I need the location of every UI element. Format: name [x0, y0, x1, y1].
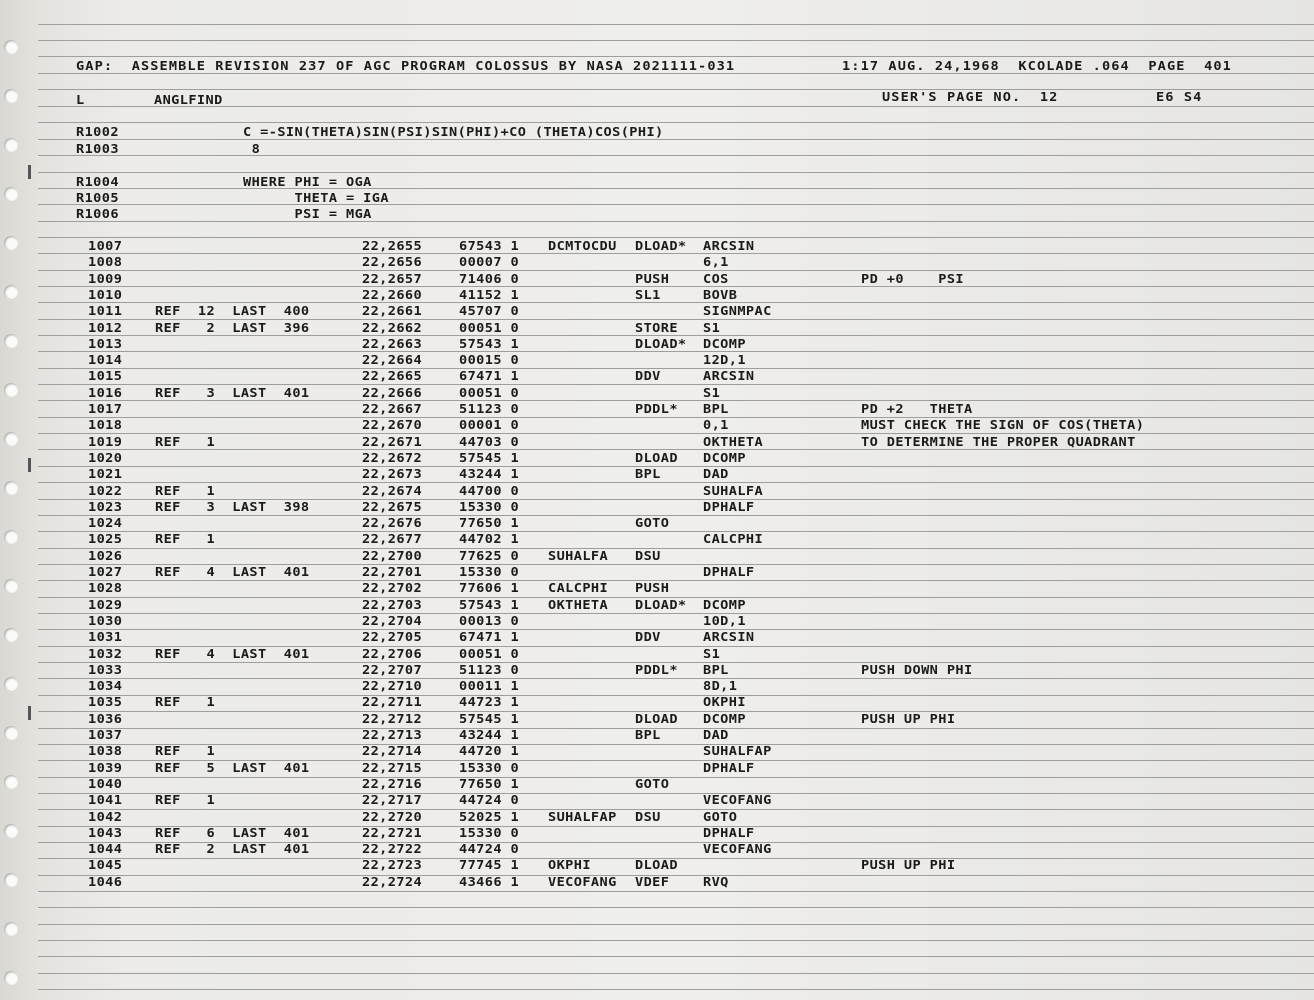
memory-address: 22,2705 — [362, 630, 423, 645]
line-number: 1017 — [88, 402, 123, 417]
header-date-page: 1:17 AUG. 24,1968 KCOLADE .064 PAGE 401 — [842, 59, 1232, 74]
memory-address: 22,2717 — [362, 793, 423, 808]
ref-info: REF 2 LAST 401 — [155, 842, 310, 857]
tractor-hole — [4, 824, 18, 838]
memory-address: 22,2673 — [362, 467, 423, 482]
margin-mark — [28, 458, 31, 472]
memory-address: 22,2715 — [362, 761, 423, 776]
octal-word: 57545 1 — [459, 451, 520, 466]
memory-address: 22,2724 — [362, 875, 423, 890]
octal-word: 57543 1 — [459, 337, 520, 352]
memory-address: 22,2667 — [362, 402, 423, 417]
opcode: DDV — [635, 630, 661, 645]
operand: DAD — [703, 728, 729, 743]
tractor-hole — [4, 432, 18, 446]
octal-word: 43244 1 — [459, 467, 520, 482]
line-number: 1037 — [88, 728, 123, 743]
operand: DPHALF — [703, 565, 755, 580]
operand: ARCSIN — [703, 630, 755, 645]
line-number: 1046 — [88, 875, 123, 890]
operand: BPL — [703, 402, 729, 417]
memory-address: 22,2701 — [362, 565, 423, 580]
opcode: DDV — [635, 369, 661, 384]
operand: 0,1 — [703, 418, 729, 433]
line-number: 1035 — [88, 695, 123, 710]
memory-address: 22,2711 — [362, 695, 423, 710]
line-number: 1044 — [88, 842, 123, 857]
line-number: 1026 — [88, 549, 123, 564]
operand: COS — [703, 272, 729, 287]
octal-word: 44724 0 — [459, 793, 520, 808]
line-number: 1045 — [88, 858, 123, 873]
octal-word: 15330 0 — [459, 761, 520, 776]
opcode: PUSH — [635, 272, 670, 287]
memory-address: 22,2716 — [362, 777, 423, 792]
comment-text: PD +0 PSI — [861, 272, 965, 287]
tractor-hole — [4, 334, 18, 348]
line-number: 1018 — [88, 418, 123, 433]
operand: ARCSIN — [703, 239, 755, 254]
line-number: 1042 — [88, 810, 123, 825]
remark-text: PSI = MGA — [243, 207, 372, 222]
line-number: 1011 — [88, 304, 123, 319]
line-number: 1040 — [88, 777, 123, 792]
memory-address: 22,2704 — [362, 614, 423, 629]
opcode: BPL — [635, 467, 661, 482]
octal-word: 15330 0 — [459, 826, 520, 841]
line-number: 1020 — [88, 451, 123, 466]
remark-text: WHERE PHI = OGA — [243, 175, 372, 190]
octal-word: 44723 1 — [459, 695, 520, 710]
memory-address: 22,2660 — [362, 288, 423, 303]
opcode: GOTO — [635, 777, 670, 792]
operand: DAD — [703, 467, 729, 482]
operand: DCOMP — [703, 712, 746, 727]
opcode: DLOAD — [635, 712, 678, 727]
memory-address: 22,2710 — [362, 679, 423, 694]
ref-info: REF 6 LAST 401 — [155, 826, 310, 841]
comment-text: PUSH DOWN PHI — [861, 663, 973, 678]
memory-address: 22,2707 — [362, 663, 423, 678]
tractor-hole — [4, 89, 18, 103]
line-number: 1034 — [88, 679, 123, 694]
line-number: 1028 — [88, 581, 123, 596]
memory-address: 22,2723 — [362, 858, 423, 873]
comment-text: MUST CHECK THE SIGN OF COS(THETA) — [861, 418, 1145, 433]
octal-word: 57543 1 — [459, 598, 520, 613]
ref-info: REF 1 — [155, 484, 216, 499]
memory-address: 22,2721 — [362, 826, 423, 841]
memory-address: 22,2702 — [362, 581, 423, 596]
tractor-hole — [4, 187, 18, 201]
remark-text: 8 — [243, 142, 261, 157]
line-number: 1019 — [88, 435, 123, 450]
tractor-hole — [4, 579, 18, 593]
operand: GOTO — [703, 810, 738, 825]
line-number: 1039 — [88, 761, 123, 776]
ref-info: REF 4 LAST 401 — [155, 565, 310, 580]
octal-word: 00051 0 — [459, 647, 520, 662]
octal-word: 77625 0 — [459, 549, 520, 564]
line-number: 1029 — [88, 598, 123, 613]
operand: DPHALF — [703, 761, 755, 776]
line-number: 1036 — [88, 712, 123, 727]
operand: 12D,1 — [703, 353, 746, 368]
memory-address: 22,2703 — [362, 598, 423, 613]
memory-address: 22,2657 — [362, 272, 423, 287]
octal-word: 15330 0 — [459, 565, 520, 580]
memory-address: 22,2713 — [362, 728, 423, 743]
comment-text: PD +2 THETA — [861, 402, 973, 417]
ref-info: REF 3 LAST 398 — [155, 500, 310, 515]
opcode: PDDL* — [635, 402, 678, 417]
octal-word: 43244 1 — [459, 728, 520, 743]
memory-address: 22,2722 — [362, 842, 423, 857]
tractor-hole — [4, 726, 18, 740]
octal-word: 67471 1 — [459, 630, 520, 645]
memory-address: 22,2670 — [362, 418, 423, 433]
remark-number: R1006 — [76, 207, 119, 222]
octal-word: 44702 1 — [459, 532, 520, 547]
memory-address: 22,2677 — [362, 532, 423, 547]
tractor-hole — [4, 628, 18, 642]
tractor-hole — [4, 481, 18, 495]
remark-number: R1002 — [76, 125, 119, 140]
ref-info: REF 2 LAST 396 — [155, 321, 310, 336]
octal-word: 44720 1 — [459, 744, 520, 759]
symbol-label: VECOFANG — [548, 875, 617, 890]
remark-text: C =-SIN(THETA)SIN(PSI)SIN(PHI)+CO (THETA)COS(PHI) — [243, 125, 664, 140]
tractor-hole — [4, 236, 18, 250]
operand: ARCSIN — [703, 369, 755, 384]
line-number: 1033 — [88, 663, 123, 678]
octal-word: 52025 1 — [459, 810, 520, 825]
ref-info: REF 3 LAST 401 — [155, 386, 310, 401]
ref-info: REF 1 — [155, 695, 216, 710]
octal-word: 43466 1 — [459, 875, 520, 890]
octal-word: 15330 0 — [459, 500, 520, 515]
memory-address: 22,2662 — [362, 321, 423, 336]
operand: 10D,1 — [703, 614, 746, 629]
symbol-label: SUHALFA — [548, 549, 609, 564]
opcode: DLOAD* — [635, 598, 687, 613]
remark-text: THETA = IGA — [243, 191, 389, 206]
tractor-hole — [4, 922, 18, 936]
octal-word: 67471 1 — [459, 369, 520, 384]
opcode: DLOAD — [635, 858, 678, 873]
operand: 6,1 — [703, 255, 729, 270]
opcode: VDEF — [635, 875, 670, 890]
memory-address: 22,2664 — [362, 353, 423, 368]
memory-address: 22,2676 — [362, 516, 423, 531]
memory-address: 22,2655 — [362, 239, 423, 254]
margin-mark — [28, 165, 31, 179]
octal-word: 00001 0 — [459, 418, 520, 433]
operand: SUHALFAP — [703, 744, 772, 759]
ref-info: REF 1 — [155, 744, 216, 759]
memory-address: 22,2714 — [362, 744, 423, 759]
line-number: 1009 — [88, 272, 123, 287]
operand: DPHALF — [703, 500, 755, 515]
section-name: ANGLFIND — [154, 93, 223, 108]
octal-word: 45707 0 — [459, 304, 520, 319]
octal-word: 00015 0 — [459, 353, 520, 368]
opcode: DLOAD — [635, 451, 678, 466]
line-number: 1007 — [88, 239, 123, 254]
ref-info: REF 5 LAST 401 — [155, 761, 310, 776]
opcode: STORE — [635, 321, 678, 336]
comment-text: TO DETERMINE THE PROPER QUADRANT — [861, 435, 1136, 450]
ref-info: REF 1 — [155, 532, 216, 547]
tractor-hole — [4, 775, 18, 789]
margin-mark — [28, 706, 31, 720]
operand: RVQ — [703, 875, 729, 890]
memory-address: 22,2674 — [362, 484, 423, 499]
memory-address: 22,2671 — [362, 435, 423, 450]
ref-info: REF 1 — [155, 435, 216, 450]
operand: BPL — [703, 663, 729, 678]
line-number: 1030 — [88, 614, 123, 629]
octal-word: 00011 1 — [459, 679, 520, 694]
octal-word: 41152 1 — [459, 288, 520, 303]
octal-word: 00013 0 — [459, 614, 520, 629]
octal-word: 57545 1 — [459, 712, 520, 727]
line-number: 1041 — [88, 793, 123, 808]
operand: CALCPHI — [703, 532, 764, 547]
tractor-hole — [4, 677, 18, 691]
symbol-label: DCMTOCDU — [548, 239, 617, 254]
opcode: PDDL* — [635, 663, 678, 678]
octal-word: 00007 0 — [459, 255, 520, 270]
line-number: 1016 — [88, 386, 123, 401]
octal-word: 44700 0 — [459, 484, 520, 499]
octal-word: 44703 0 — [459, 435, 520, 450]
memory-address: 22,2665 — [362, 369, 423, 384]
operand: OKPHI — [703, 695, 746, 710]
tractor-hole — [4, 971, 18, 985]
symbol-label: OKPHI — [548, 858, 591, 873]
memory-address: 22,2663 — [362, 337, 423, 352]
operand: OKTHETA — [703, 435, 764, 450]
operand: DCOMP — [703, 337, 746, 352]
line-number: 1031 — [88, 630, 123, 645]
opcode: SL1 — [635, 288, 661, 303]
symbol-label: OKTHETA — [548, 598, 609, 613]
memory-address: 22,2656 — [362, 255, 423, 270]
line-number: 1022 — [88, 484, 123, 499]
octal-word: 51123 0 — [459, 402, 520, 417]
memory-address: 22,2700 — [362, 549, 423, 564]
operand: S1 — [703, 647, 721, 662]
octal-word: 77650 1 — [459, 777, 520, 792]
remark-number: R1005 — [76, 191, 119, 206]
line-number: 1013 — [88, 337, 123, 352]
memory-address: 22,2672 — [362, 451, 423, 466]
line-number: 1027 — [88, 565, 123, 580]
tractor-hole — [4, 285, 18, 299]
operand: DPHALF — [703, 826, 755, 841]
tractor-hole — [4, 40, 18, 54]
ref-info: REF 4 LAST 401 — [155, 647, 310, 662]
operand: SUHALFA — [703, 484, 764, 499]
line-number: 1032 — [88, 647, 123, 662]
line-number: 1012 — [88, 321, 123, 336]
operand: DCOMP — [703, 598, 746, 613]
symbol-label: CALCPHI — [548, 581, 609, 596]
ref-info: REF 12 LAST 400 — [155, 304, 310, 319]
opcode: DSU — [635, 549, 661, 564]
line-number: 1023 — [88, 500, 123, 515]
operand: S1 — [703, 386, 721, 401]
tractor-hole — [4, 530, 18, 544]
memory-address: 22,2666 — [362, 386, 423, 401]
octal-word: 51123 0 — [459, 663, 520, 678]
operand: SIGNMPAC — [703, 304, 772, 319]
line-number: 1024 — [88, 516, 123, 531]
operand: VECOFANG — [703, 842, 772, 857]
operand: BOVB — [703, 288, 738, 303]
ref-info: REF 1 — [155, 793, 216, 808]
line-number: 1038 — [88, 744, 123, 759]
opcode: PUSH — [635, 581, 670, 596]
line-number: 1025 — [88, 532, 123, 547]
operand: DCOMP — [703, 451, 746, 466]
memory-address: 22,2706 — [362, 647, 423, 662]
line-number: 1014 — [88, 353, 123, 368]
symbol-label: SUHALFAP — [548, 810, 617, 825]
octal-word: 67543 1 — [459, 239, 520, 254]
operand: S1 — [703, 321, 721, 336]
comment-text: PUSH UP PHI — [861, 712, 956, 727]
line-number: 1015 — [88, 369, 123, 384]
opcode: GOTO — [635, 516, 670, 531]
octal-word: 71406 0 — [459, 272, 520, 287]
operand: VECOFANG — [703, 793, 772, 808]
line-number: 1010 — [88, 288, 123, 303]
memory-address: 22,2661 — [362, 304, 423, 319]
memory-address: 22,2712 — [362, 712, 423, 727]
remark-number: R1003 — [76, 142, 119, 157]
comment-text: PUSH UP PHI — [861, 858, 956, 873]
octal-word: 77745 1 — [459, 858, 520, 873]
memory-address: 22,2675 — [362, 500, 423, 515]
octal-word: 77650 1 — [459, 516, 520, 531]
section-code: L — [76, 93, 85, 108]
line-number: 1008 — [88, 255, 123, 270]
memory-address: 22,2720 — [362, 810, 423, 825]
opcode: BPL — [635, 728, 661, 743]
octal-word: 00051 0 — [459, 386, 520, 401]
octal-word: 77606 1 — [459, 581, 520, 596]
line-number: 1043 — [88, 826, 123, 841]
opcode: DLOAD* — [635, 337, 687, 352]
e6-s4-label: E6 S4 — [1156, 90, 1203, 105]
tractor-hole — [4, 873, 18, 887]
octal-word: 00051 0 — [459, 321, 520, 336]
header-title: GAP: ASSEMBLE REVISION 237 OF AGC PROGRAM COLOSSUS BY NASA 2021111-031 — [76, 59, 736, 74]
opcode: DSU — [635, 810, 661, 825]
line-number: 1021 — [88, 467, 123, 482]
remark-number: R1004 — [76, 175, 119, 190]
users-page-number: USER'S PAGE NO. 12 — [882, 90, 1059, 105]
octal-word: 44724 0 — [459, 842, 520, 857]
opcode: DLOAD* — [635, 239, 687, 254]
tractor-hole — [4, 138, 18, 152]
operand: 8D,1 — [703, 679, 738, 694]
tractor-hole — [4, 383, 18, 397]
